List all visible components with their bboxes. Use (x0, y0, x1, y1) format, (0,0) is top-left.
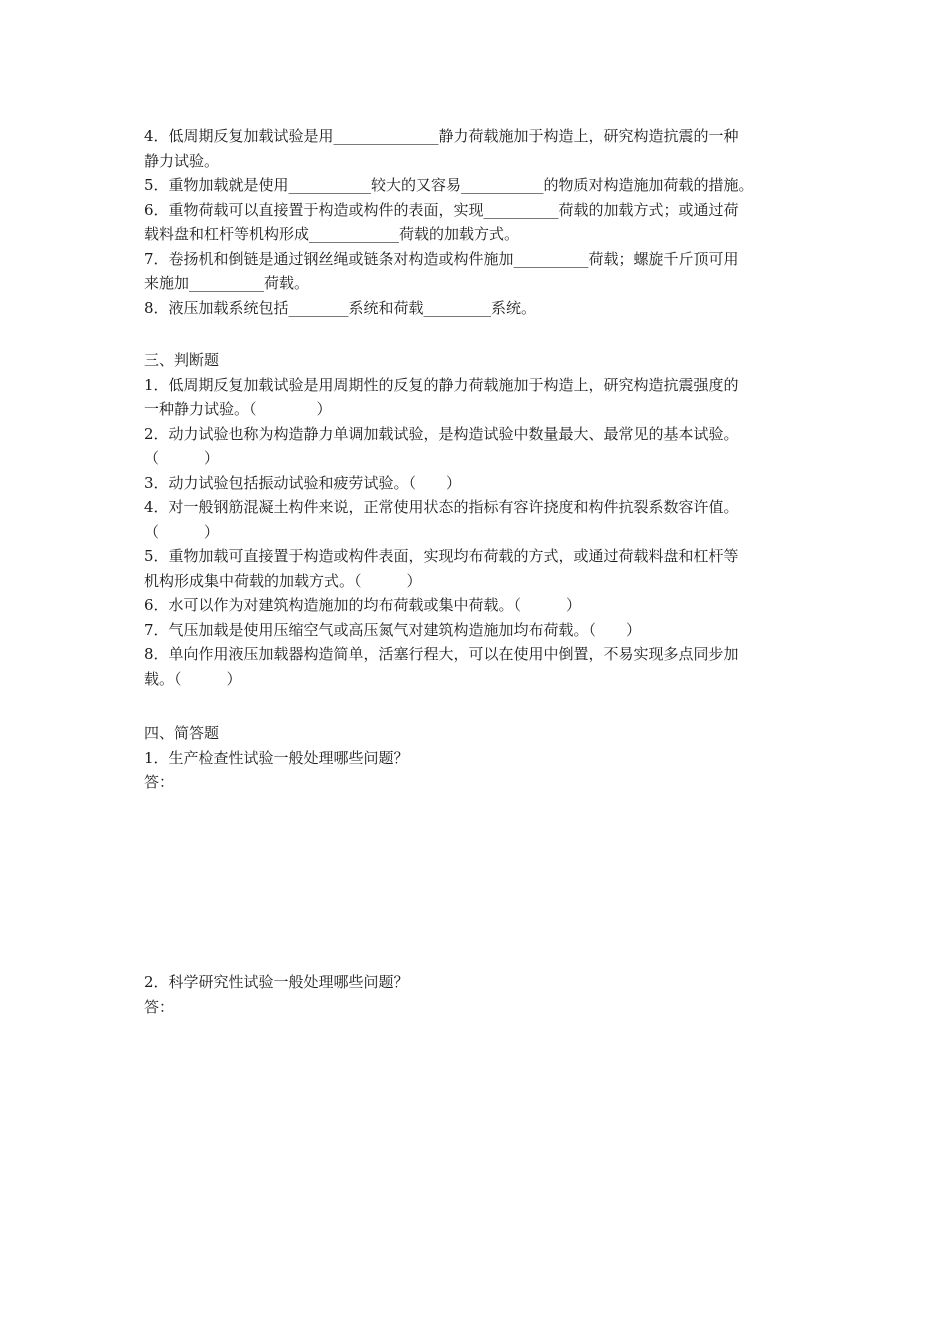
section-heading: 四、简答题 (144, 724, 220, 742)
fill-in-line: 静力试验。 (144, 151, 220, 170)
fill-in-section (144, 124, 816, 320)
true-false-section (144, 348, 816, 691)
fill-in-line: 来施加__________荷载。 (144, 274, 310, 292)
true-false-line: 8．单向作用液压加载器构造简单，活塞行程大，可以在使用中倒置，不易实现多点同步加 (144, 645, 739, 663)
true-false-line: 载。（ ） (144, 669, 242, 688)
answer-label-1: 答： (144, 773, 175, 791)
fill-in-line: 6．重物荷载可以直接置于构造或构件的表面，实现__________荷载的加载方式；或通过荷 (144, 200, 739, 219)
fill-in-line: 5．重物加载就是使用___________较大的又容易___________的物质对构造施加荷载的措施。 (144, 176, 754, 194)
true-false-line: 5．重物加载可直接置于构造或构件表面，实现均布荷载的方式，或通过荷载料盘和杠杆等 (144, 547, 739, 565)
true-false-line: 2．动力试验也称为构造静力单调加载试验，是构造试验中数量最大、最常见的基本试验。 (144, 424, 739, 443)
fill-in-line: 4．低周期反复加载试验是用______________静力荷载施加于构造上，研究构造抗震的一种 (144, 127, 739, 145)
true-false-line: 7．气压加载是使用压缩空气或高压氮气对建筑构造施加均布荷载。（ ） (144, 620, 642, 639)
short-answer-section (144, 721, 816, 795)
true-false-line: 一种静力试验。（ ） (144, 400, 332, 418)
true-false-line: 3．动力试验包括振动试验和疲劳试验。（ ） (144, 473, 462, 492)
answer-label-2: 答： (144, 997, 175, 1016)
true-false-line: 4．对一般钢筋混凝土构件来说，正常使用状态的指标有容许挠度和构件抗裂系数容许值。 (144, 498, 739, 516)
true-false-line: 机构形成集中荷载的加载方式。（ ） (144, 571, 422, 590)
short-answer-q2 (144, 970, 816, 1019)
true-false-line: 6．水可以作为对建筑构造施加的均布荷载或集中荷载。（ ） (144, 596, 582, 614)
section-heading: 三、判断题 (144, 351, 220, 369)
fill-in-line: 载料盘和杠杆等机构形成____________荷载的加载方式。 (144, 225, 520, 243)
fill-in-line: 8．液压加载系统包括________系统和荷载_________系统。 (144, 298, 537, 317)
true-false-line: （ ） (144, 522, 220, 541)
question-2: 2．科学研究性试验一般处理哪些问题？ (144, 973, 409, 991)
true-false-line: 1．低周期反复加载试验是用周期性的反复的静力荷载施加于构造上，研究构造抗震强度的 (144, 375, 739, 394)
question-1: 1．生产检查性试验一般处理哪些问题？ (144, 748, 409, 767)
fill-in-line: 7．卷扬机和倒链是通过钢丝绳或链条对构造或构件施加__________荷载；螺旋千斤顶可用 (144, 249, 739, 268)
true-false-line: （ ） (144, 449, 220, 467)
